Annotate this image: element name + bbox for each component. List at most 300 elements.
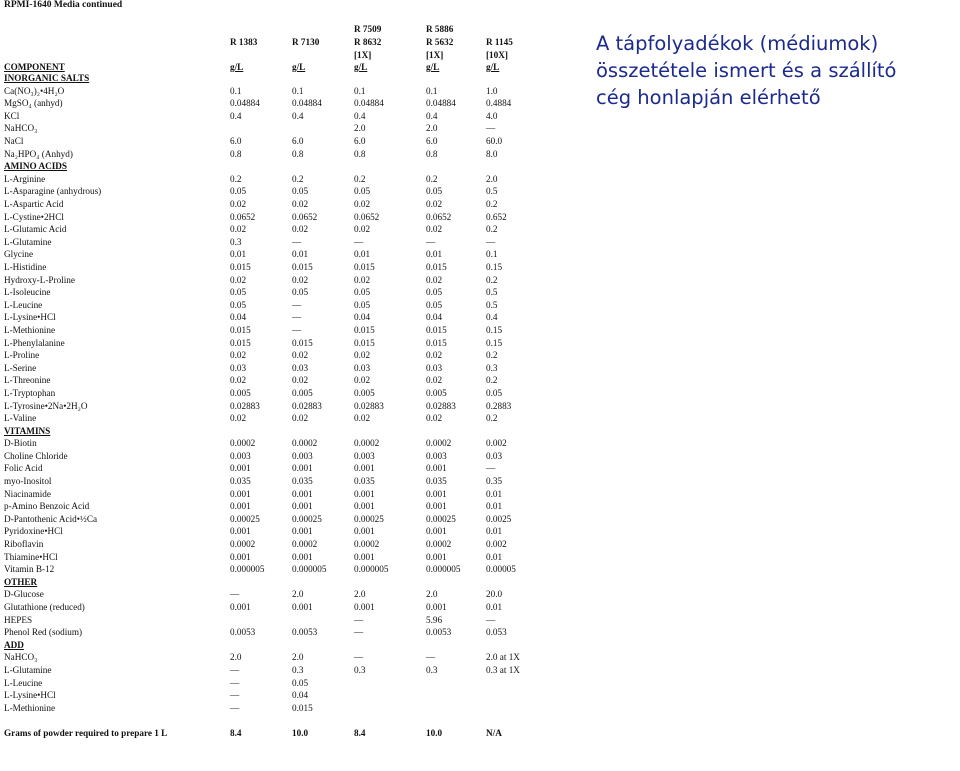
concentration-cell: 0.02883: [292, 400, 322, 411]
table-row: [4, 513, 546, 526]
catalog-header-row: [4, 35, 546, 48]
concentration-cell: 0.04884: [292, 98, 322, 109]
header-catalog-cell: [1X]: [426, 49, 444, 60]
table-row: [4, 564, 546, 577]
caption-line: A tápfolyadékok (médiumok): [596, 32, 879, 55]
concentration-cell: 0.001: [230, 501, 251, 512]
table-row: [4, 349, 546, 362]
table-row: [4, 627, 546, 640]
concentration-cell: 0.04: [354, 312, 371, 323]
footer-value-cell: 8.4: [354, 727, 366, 738]
header-catalog-cell: [1X]: [354, 49, 372, 60]
concentration-cell: —: [292, 299, 302, 310]
concentration-cell: 0.02: [426, 375, 443, 386]
component-name-cell: Ca(NO₃)₂•4H₂O: [4, 85, 65, 96]
header-catalog-cell: [10X]: [486, 49, 508, 60]
concentration-cell: 0.001: [354, 488, 375, 499]
section-header-row: [4, 639, 546, 652]
concentration-cell: 0.003: [292, 450, 313, 461]
table-row: [4, 312, 546, 325]
concentration-cell: 0.02: [354, 199, 371, 209]
concentration-cell: 60.0: [486, 136, 503, 147]
concentration-cell: 0.0002: [292, 539, 318, 550]
document-title: RPMI-1640 Media continued: [4, 0, 123, 10]
concentration-cell: 2.0 at 1X: [486, 652, 520, 663]
concentration-cell: [426, 689, 486, 702]
component-name-cell: KCl: [4, 110, 20, 121]
concentration-cell: 0.001: [426, 602, 447, 612]
slide-caption: [596, 30, 960, 111]
concentration-cell: 6.0: [230, 136, 242, 147]
table-row: [4, 98, 546, 111]
concentration-cell: 0.0002: [426, 539, 452, 550]
concentration-cell: 0.02: [426, 199, 443, 209]
concentration-cell: 0.02: [230, 224, 247, 235]
concentration-cell: 0.8: [230, 148, 242, 159]
concentration-cell: 1.0: [486, 85, 498, 96]
concentration-cell: 0.3: [354, 664, 366, 675]
concentration-cell: 0.001: [354, 501, 375, 512]
concentration-cell: 0.03: [230, 362, 247, 373]
header-catalog-cell: [292, 22, 354, 35]
concentration-cell: 0.01: [486, 602, 503, 612]
concentration-cell: 0.015: [354, 337, 375, 348]
concentration-cell: 0.3: [230, 236, 242, 247]
concentration-cell: 0.3: [292, 664, 304, 675]
concentration-cell: 0.4: [486, 312, 498, 323]
table-row: [4, 475, 546, 488]
concentration-cell: 6.0: [292, 136, 304, 147]
concentration-cell: 0.015: [426, 261, 447, 272]
concentration-cell: 0.001: [292, 463, 313, 474]
concentration-cell: 0.01: [292, 249, 309, 260]
concentration-cell: 0.053: [486, 627, 507, 638]
header-catalog-cell: g/L: [230, 62, 244, 73]
component-name-cell: Na₂HPO₄ (Anhyd): [4, 148, 73, 159]
component-name-cell: p-Amino Benzoic Acid: [4, 501, 90, 512]
concentration-cell: 0.04884: [426, 98, 456, 109]
header-label-cell: COMPONENT: [4, 62, 65, 73]
concentration-cell: —: [426, 236, 436, 247]
header-catalog-cell: g/L: [426, 62, 440, 73]
table-row: [4, 400, 546, 413]
table-row: [4, 652, 546, 665]
concentration-cell: 0.4: [230, 110, 242, 121]
concentration-cell: 0.02: [354, 350, 371, 361]
concentration-cell: 0.03: [426, 362, 443, 373]
concentration-cell: —: [486, 463, 496, 474]
component-name-cell: Phenol Red (sodium): [4, 627, 83, 638]
table-row: [4, 173, 546, 186]
table-row: [4, 463, 546, 476]
concentration-cell: —: [354, 236, 364, 247]
header-label-cell: [4, 35, 230, 48]
concentration-cell: 2.0: [230, 652, 242, 663]
header-catalog-cell: [292, 47, 354, 60]
component-name-cell: L-Lysine•HCl: [4, 690, 56, 701]
table-row: [4, 85, 546, 98]
concentration-cell: [426, 702, 486, 715]
header-catalog-cell: [230, 22, 292, 35]
concentration-cell: 8.0: [486, 148, 498, 159]
concentration-cell: 0.001: [230, 488, 251, 499]
component-name-cell: L-Glutamine: [4, 236, 52, 247]
concentration-cell: 0.02: [426, 224, 443, 235]
concentration-cell: 0.01: [486, 526, 503, 537]
concentration-cell: 0.001: [426, 501, 447, 512]
concentration-cell: —: [230, 589, 240, 600]
concentration-cell: 0.4: [426, 110, 438, 121]
concentration-cell: 0.2: [486, 375, 498, 386]
component-header-row: [4, 60, 546, 73]
component-name-cell: L-Threonine: [4, 375, 51, 386]
concentration-cell: [292, 123, 354, 136]
component-name-cell: D-Glucose: [4, 589, 44, 600]
concentration-cell: 0.0652: [292, 211, 318, 222]
concentration-cell: 0.0025: [486, 513, 512, 524]
concentration-cell: 0.000005: [292, 564, 327, 575]
spacer-row: [4, 715, 546, 728]
component-name-cell: NaCl: [4, 136, 24, 147]
concentration-cell: 0.000005: [230, 564, 265, 575]
concentration-cell: 20.0: [486, 589, 503, 600]
footer-value-cell: 8.4: [230, 727, 242, 738]
concentration-cell: 0.003: [230, 450, 251, 461]
concentration-cell: 0.015: [230, 337, 251, 348]
component-name-cell: Thiamine•HCl: [4, 551, 58, 562]
section-title: INORGANIC SALTS: [4, 73, 90, 84]
concentration-cell: 0.02: [230, 413, 247, 424]
concentration-cell: 0.001: [426, 463, 447, 474]
concentration-cell: 0.5: [486, 186, 498, 197]
concentration-cell: 0.00005: [486, 564, 516, 575]
concentration-cell: 0.05: [292, 287, 309, 298]
concentration-cell: 0.001: [354, 526, 375, 537]
concentration-cell: 0.001: [292, 501, 313, 512]
concentration-cell: 0.2: [292, 173, 304, 184]
concentration-cell: 0.4: [354, 110, 366, 121]
table-row: [4, 387, 546, 400]
concentration-cell: 0.01: [230, 249, 247, 260]
concentration-cell: 0.001: [426, 526, 447, 537]
section-title: ADD: [4, 639, 24, 650]
table-row: [4, 198, 546, 211]
component-name-cell: L-Isoleucine: [4, 287, 51, 298]
concentration-cell: 2.0: [292, 589, 304, 600]
concentration-cell: 2.0: [486, 173, 498, 184]
concentration-cell: 0.4: [292, 110, 304, 121]
component-name-cell: NaHCO₃: [4, 123, 38, 134]
component-name-cell: Hydroxy-L-Proline: [4, 274, 75, 285]
component-name-cell: Glutathione (reduced): [4, 602, 85, 612]
component-name-cell: L-Tyrosine•2Na•2H₂O: [4, 400, 88, 411]
concentration-cell: 0.5: [486, 299, 498, 310]
concentration-cell: 0.015: [292, 261, 313, 272]
concentration-cell: [486, 702, 546, 715]
concentration-cell: 0.00025: [354, 513, 384, 524]
concentration-cell: 0.003: [426, 450, 447, 461]
concentration-cell: [426, 677, 486, 690]
header-catalog-cell: R 7130: [292, 36, 320, 47]
concentration-cell: 0.05: [230, 186, 247, 197]
table-row: [4, 211, 546, 224]
table-row: [4, 110, 546, 123]
table-row: [4, 337, 546, 350]
concentration-cell: 6.0: [354, 136, 366, 147]
concentration-cell: 0.02: [292, 413, 309, 424]
component-name-cell: L-Serine: [4, 362, 37, 373]
concentration-cell: 0.0053: [426, 627, 452, 638]
table-header: [4, 22, 546, 72]
concentration-cell: 0.0053: [230, 627, 256, 638]
concentration-cell: 0.001: [354, 463, 375, 474]
header-catalog-cell: g/L: [292, 62, 306, 73]
concentration-cell: 0.2: [426, 173, 438, 184]
concentration-cell: 0.015: [426, 337, 447, 348]
header-label-cell: [4, 47, 230, 60]
table-row: [4, 702, 546, 715]
concentration-cell: 0.002: [486, 438, 507, 449]
component-name-cell: L-Leucine: [4, 677, 43, 688]
concentration-cell: 0.05: [354, 299, 371, 310]
concentration-cell: 0.00025: [230, 513, 260, 524]
concentration-cell: [354, 689, 426, 702]
concentration-cell: 0.005: [292, 387, 313, 398]
table-body: [4, 72, 546, 739]
concentration-cell: 0.015: [426, 324, 447, 335]
component-name-cell: myo-Inositol: [4, 476, 52, 487]
component-name-cell: Vitamin B-12: [4, 564, 55, 575]
concentration-cell: 0.001: [292, 551, 313, 562]
concentration-cell: 0.002: [486, 539, 507, 550]
concentration-cell: 0.0002: [230, 539, 256, 550]
concentration-cell: —: [230, 690, 240, 701]
concentration-cell: 0.04: [230, 312, 247, 323]
concentration-cell: [354, 702, 426, 715]
header-catalog-cell: R 1383: [230, 36, 258, 47]
concentration-cell: 0.003: [354, 450, 375, 461]
footer-label-cell: Grams of powder required to prepare 1 L: [4, 727, 168, 738]
table-row: [4, 450, 546, 463]
component-name-cell: L-Arginine: [4, 173, 46, 184]
concentration-cell: 0.05: [426, 186, 443, 197]
section-header-row: [4, 576, 546, 589]
concentration-cell: 2.0: [426, 123, 438, 134]
concentration-cell: 0.001: [426, 488, 447, 499]
concentration-cell: 2.0: [292, 652, 304, 663]
concentration-cell: 0.015: [230, 324, 251, 335]
component-name-cell: L-Methionine: [4, 702, 56, 713]
table-row: [4, 299, 546, 312]
table-row: [4, 601, 546, 614]
concentration-cell: 0.2: [486, 413, 498, 424]
concentration-cell: 0.1: [354, 85, 366, 96]
concentration-cell: [230, 123, 292, 136]
table-row: [4, 614, 546, 627]
table-row: [4, 236, 546, 249]
table-row: [4, 123, 546, 136]
concentration-cell: 0.00025: [426, 513, 456, 524]
component-name-cell: Folic Acid: [4, 463, 43, 474]
section-header-row: [4, 72, 546, 85]
concentration-cell: 0.035: [426, 476, 447, 487]
component-name-cell: L-Aspartic Acid: [4, 199, 64, 209]
concentration-cell: 0.035: [292, 476, 313, 487]
concentration-cell: 0.02: [292, 350, 309, 361]
concentration-cell: 0.1: [230, 85, 242, 96]
header-catalog-cell: R 8632: [354, 36, 382, 47]
concentration-cell: 0.02: [354, 224, 371, 235]
component-name-cell: L-Proline: [4, 350, 40, 361]
component-name-cell: L-Glutamine: [4, 664, 52, 675]
powder-grams-row: [4, 727, 546, 740]
caption-line: cég honlapján elérhető: [596, 86, 821, 109]
concentration-cell: 0.5: [486, 287, 498, 298]
header-catalog-cell: R 5886: [426, 24, 454, 35]
concentration-cell: 5.96: [426, 614, 443, 625]
concentration-cell: —: [230, 702, 240, 713]
concentration-cell: 2.0: [354, 589, 366, 600]
concentration-cell: 0.001: [230, 526, 251, 537]
table-row: [4, 362, 546, 375]
table-row: [4, 664, 546, 677]
section-title: OTHER: [4, 576, 38, 587]
concentration-cell: 0.0002: [230, 438, 256, 449]
table-row: [4, 375, 546, 388]
concentration-cell: 0.001: [292, 602, 313, 612]
concentration-cell: 0.2883: [486, 400, 512, 411]
component-name-cell: Niacinamide: [4, 488, 51, 499]
concentration-cell: 0.001: [230, 551, 251, 562]
concentration-cell: 0.0053: [292, 627, 318, 638]
component-name-cell: L-Lysine•HCl: [4, 312, 56, 323]
concentration-cell: 0.005: [230, 387, 251, 398]
table-row: [4, 274, 546, 287]
table-row: [4, 488, 546, 501]
concentration-cell: 0.05: [486, 387, 503, 398]
concentration-cell: 0.652: [486, 211, 507, 222]
concentration-cell: —: [230, 664, 240, 675]
footer-value-cell: N/A: [486, 727, 502, 738]
concentration-cell: 0.0652: [354, 211, 380, 222]
component-name-cell: NaHCO₃: [4, 652, 38, 663]
concentration-cell: 0.0002: [426, 438, 452, 449]
concentration-cell: 0.02: [426, 413, 443, 424]
concentration-cell: 0.4884: [486, 98, 512, 109]
concentration-cell: —: [486, 123, 496, 134]
concentration-cell: [230, 614, 292, 627]
concentration-cell: —: [486, 236, 496, 247]
concentration-cell: 0.015: [292, 702, 313, 713]
concentration-cell: 0.35: [486, 476, 503, 487]
concentration-cell: 0.15: [486, 337, 503, 348]
media-composition-table: [4, 22, 546, 740]
concentration-cell: 0.001: [426, 551, 447, 562]
component-name-cell: L-Methionine: [4, 324, 56, 335]
component-name-cell: Pyridoxine•HCl: [4, 526, 63, 537]
table-row: [4, 186, 546, 199]
concentration-cell: 0.02: [230, 350, 247, 361]
concentration-cell: 0.03: [486, 450, 503, 461]
concentration-cell: 0.005: [426, 387, 447, 398]
concentration-cell: 0.02: [426, 350, 443, 361]
concentration-cell: —: [354, 614, 364, 625]
table-row: [4, 677, 546, 690]
component-name-cell: L-Histidine: [4, 261, 47, 272]
concentration-cell: 0.02: [354, 413, 371, 424]
concentration-cell: 0.2: [486, 274, 498, 285]
concentration-cell: 0.0652: [426, 211, 452, 222]
concentration-cell: [486, 689, 546, 702]
concentration-cell: 0.1: [486, 249, 498, 260]
header-catalog-cell: R 1145: [486, 36, 513, 47]
concentration-cell: —: [230, 677, 240, 688]
section-title: VITAMINS: [4, 425, 51, 436]
concentration-cell: 0.8: [426, 148, 438, 159]
component-name-cell: L-Tryptophan: [4, 387, 56, 398]
table-row: [4, 689, 546, 702]
concentration-cell: 0.8: [354, 148, 366, 159]
concentration-cell: 6.0: [426, 136, 438, 147]
concentration-cell: —: [426, 652, 436, 663]
concentration-cell: 0.02: [230, 375, 247, 386]
concentration-cell: 0.02: [230, 274, 247, 285]
concentration-cell: 0.01: [486, 501, 503, 512]
concentration-cell: 0.2: [230, 173, 242, 184]
header-catalog-cell: [230, 47, 292, 60]
concentration-cell: 0.001: [230, 463, 251, 474]
concentration-cell: 0.035: [230, 476, 251, 487]
concentration-cell: [486, 677, 546, 690]
concentration-cell: —: [486, 614, 496, 625]
concentration-cell: 0.01: [426, 249, 443, 260]
concentration-cell: 0.0002: [354, 539, 380, 550]
catalog-header-row: [4, 47, 546, 60]
concentration-cell: 2.0: [354, 123, 366, 134]
concentration-cell: 0.001: [354, 551, 375, 562]
concentration-cell: 0.001: [230, 602, 251, 612]
concentration-cell: [354, 677, 426, 690]
table-row: [4, 148, 546, 161]
component-name-cell: L-Valine: [4, 413, 37, 424]
concentration-cell: 0.0002: [292, 438, 318, 449]
concentration-cell: —: [354, 627, 364, 638]
header-catalog-cell: g/L: [354, 62, 368, 73]
section-header-row: [4, 161, 546, 174]
concentration-cell: 0.03: [354, 362, 371, 373]
concentration-cell: 4.0: [486, 110, 498, 121]
header-catalog-cell: g/L: [486, 62, 500, 73]
concentration-cell: 0.05: [292, 677, 309, 688]
concentration-cell: 0.2: [486, 224, 498, 235]
concentration-cell: 0.02883: [354, 400, 384, 411]
table-row: [4, 249, 546, 262]
concentration-cell: 0.04884: [354, 98, 384, 109]
concentration-cell: [292, 614, 354, 627]
concentration-cell: 0.02: [292, 375, 309, 386]
table-row: [4, 135, 546, 148]
concentration-cell: 0.00025: [292, 513, 322, 524]
component-name-cell: HEPES: [4, 614, 33, 625]
table-row: [4, 526, 546, 539]
table-row: [4, 501, 546, 514]
concentration-cell: 0.02: [354, 274, 371, 285]
section-header-row: [4, 425, 546, 438]
concentration-cell: 0.015: [230, 261, 251, 272]
section-title: AMINO ACIDS: [4, 161, 68, 172]
header-catalog-cell: R 7509: [354, 24, 382, 35]
concentration-cell: 0.05: [354, 186, 371, 197]
